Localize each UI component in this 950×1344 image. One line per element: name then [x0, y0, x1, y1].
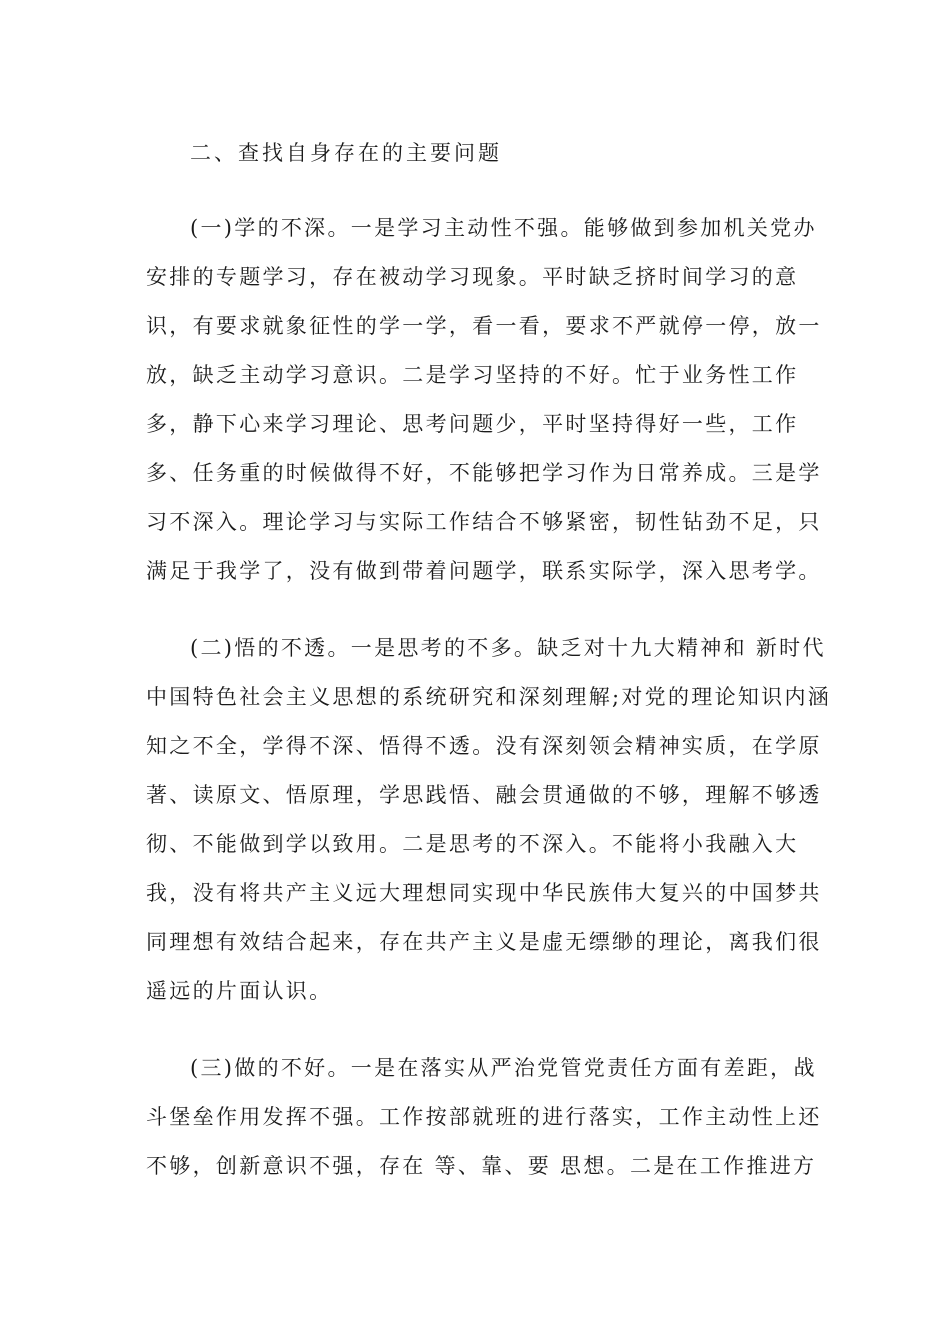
text-line: 安排的专题学习，存在被动学习现象。平时缺乏挤时间学习的意 — [146, 265, 799, 289]
text-line: 满足于我学了，没有做到带着问题学，联系实际学，深入思考学。 — [146, 559, 822, 583]
text-line: 斗堡垒作用发挥不强。工作按部就班的进行落实，工作主动性上还 — [146, 1105, 822, 1129]
text-line: 著、读原文、悟原理，学思践悟、融会贯通做的不够，理解不够透 — [146, 783, 822, 807]
text-line: 识，有要求就象征性的学一学，看一看，要求不严就停一停，放一 — [146, 314, 822, 338]
text-line: 我，没有将共产主义远大理想同实现中华民族伟大复兴的中国梦共 — [146, 881, 822, 905]
text-line: 遥远的片面认识。 — [146, 979, 333, 1003]
section-heading: 二、查找自身存在的主要问题 — [190, 141, 502, 165]
text-line: (二)悟的不透。一是思考的不多。缺乏对十九大精神和 新时代 — [190, 636, 826, 660]
text-line: 不够，创新意识不强，存在 等、靠、要 思想。二是在工作推进方 — [146, 1154, 817, 1178]
text-line: 中国特色社会主义思想的系统研究和深刻理解;对党的理论知识内涵 — [146, 685, 832, 709]
paragraph-understanding — [146, 624, 832, 1016]
text-line: 彻、不能做到学以致用。二是思考的不深入。不能将小我融入大 — [146, 832, 799, 856]
text-line: 放，缺乏主动学习意识。二是学习坚持的不好。忙于业务性工作 — [146, 363, 799, 387]
text-line: 习不深入。理论学习与实际工作结合不够紧密，韧性钻劲不足，只 — [146, 510, 822, 534]
text-line: 同理想有效结合起来，存在共产主义是虚无缥缈的理论，离我们很 — [146, 930, 822, 954]
text-line: (一)学的不深。一是学习主动性不强。能够做到参加机关党办 — [190, 216, 817, 240]
text-line: (三)做的不好。一是在落实从严治党管党责任方面有差距，战 — [190, 1056, 817, 1080]
text-line: 多、任务重的时候做得不好，不能够把学习作为日常养成。三是学 — [146, 461, 822, 485]
paragraph-practice — [146, 1044, 826, 1191]
text-line: 多，静下心来学习理论、思考问题少，平时坚持得好一些，工作 — [146, 412, 799, 436]
paragraph-learning — [146, 204, 826, 596]
text-line: 知之不全，学得不深、悟得不透。没有深刻领会精神实质，在学原 — [146, 734, 822, 758]
